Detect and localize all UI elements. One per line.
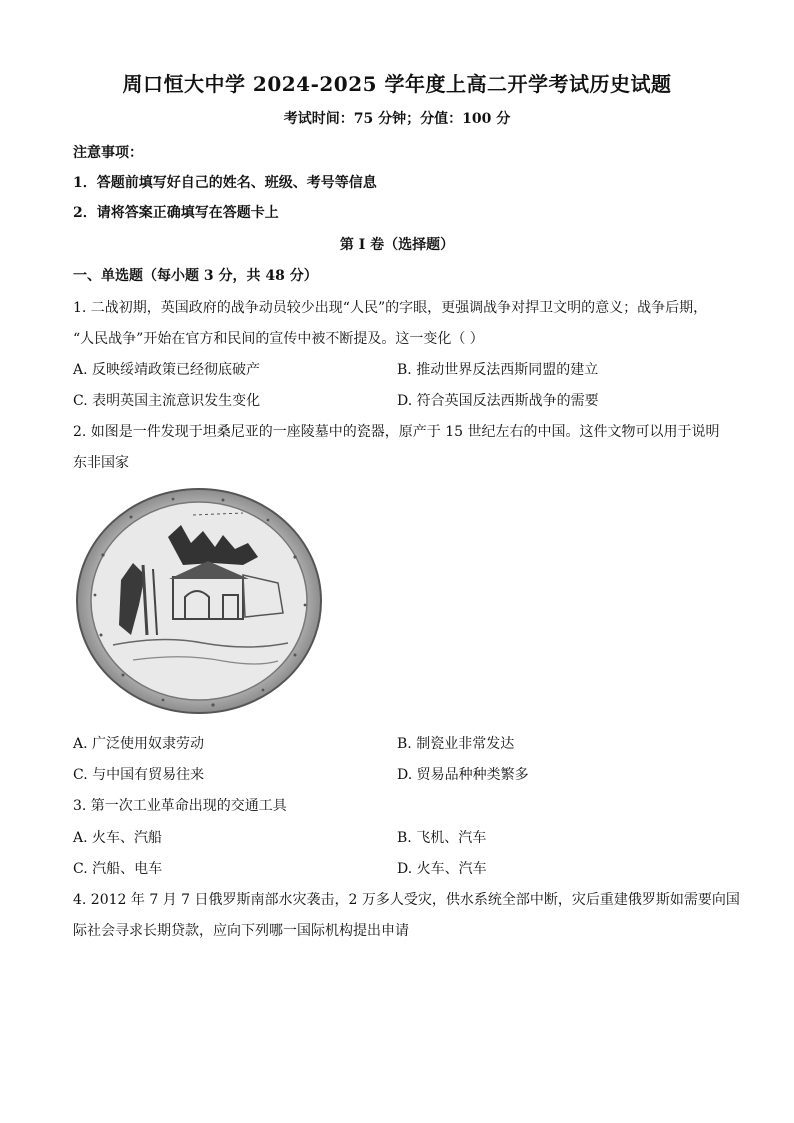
q3-line-1: 3. 第一次工业革命出现的交通工具 <box>73 798 287 814</box>
q2-line-2: 东非国家 <box>73 455 129 471</box>
exam-title: 周口恒大中学 2024-2025 学年度上高二开学考试历史试题 <box>122 72 672 96</box>
q3-option-a[interactable]: A. 火车、汽船 <box>73 830 163 846</box>
volume-title: 第 I 卷（选择题） <box>339 237 455 253</box>
q3-option-c[interactable]: C. 汽船、电车 <box>73 861 163 877</box>
q4-line-2: 际社会寻求长期贷款，应向下列哪一国际机构提出申请 <box>73 923 409 939</box>
notice-heading: 注意事项： <box>73 145 143 161</box>
q2-option-d[interactable]: D. 贸易品种种类繁多 <box>397 767 529 783</box>
q2-option-c[interactable]: C. 与中国有贸易往来 <box>73 767 205 783</box>
exam-subtitle: 考试时间：75 分钟；分值：100 分 <box>283 111 511 127</box>
q1-line-2: “人民战争”开始在官方和民间的宣传中被不断提及。这一变化（ ） <box>73 331 484 347</box>
q1-option-d[interactable]: D. 符合英国反法西斯战争的需要 <box>397 393 599 409</box>
q1-option-c[interactable]: C. 表明英国主流意识发生变化 <box>73 393 261 409</box>
q3-option-b[interactable]: B. 飞机、汽车 <box>397 830 487 846</box>
q2-option-b[interactable]: B. 制瓷业非常发达 <box>397 736 515 752</box>
q2-option-a[interactable]: A. 广泛使用奴隶劳动 <box>73 736 205 752</box>
q3-option-d[interactable]: D. 火车、汽车 <box>397 861 487 877</box>
q1-line-1: 1. 二战初期，英国政府的战争动员较少出现“人民”的字眼，更强调战争对捍卫文明的意义；战争后期， <box>73 300 708 316</box>
porcelain-plate-photo <box>73 485 325 717</box>
q1-option-a[interactable]: A. 反映绥靖政策已经彻底破产 <box>73 362 261 378</box>
notice-item-2: 2．请将答案正确填写在答题卡上 <box>73 205 279 221</box>
q1-option-b[interactable]: B. 推动世界反法西斯同盟的建立 <box>397 362 599 378</box>
section-title: 一、单选题（每小题 3 分，共 48 分） <box>73 268 318 284</box>
q4-line-1: 4. 2012 年 7 月 7 日俄罗斯南部水灾袭击，2 万多人受灾，供水系统全部中断，灾后重建俄罗斯如需要向国 <box>73 892 740 908</box>
q2-line-1: 2. 如图是一件发现于坦桑尼亚的一座陵墓中的瓷器，原产于 15 世纪左右的中国。这件文物可以用于说明 <box>73 424 720 440</box>
notice-item-1: 1．答题前填写好自己的姓名、班级、考号等信息 <box>73 175 377 191</box>
